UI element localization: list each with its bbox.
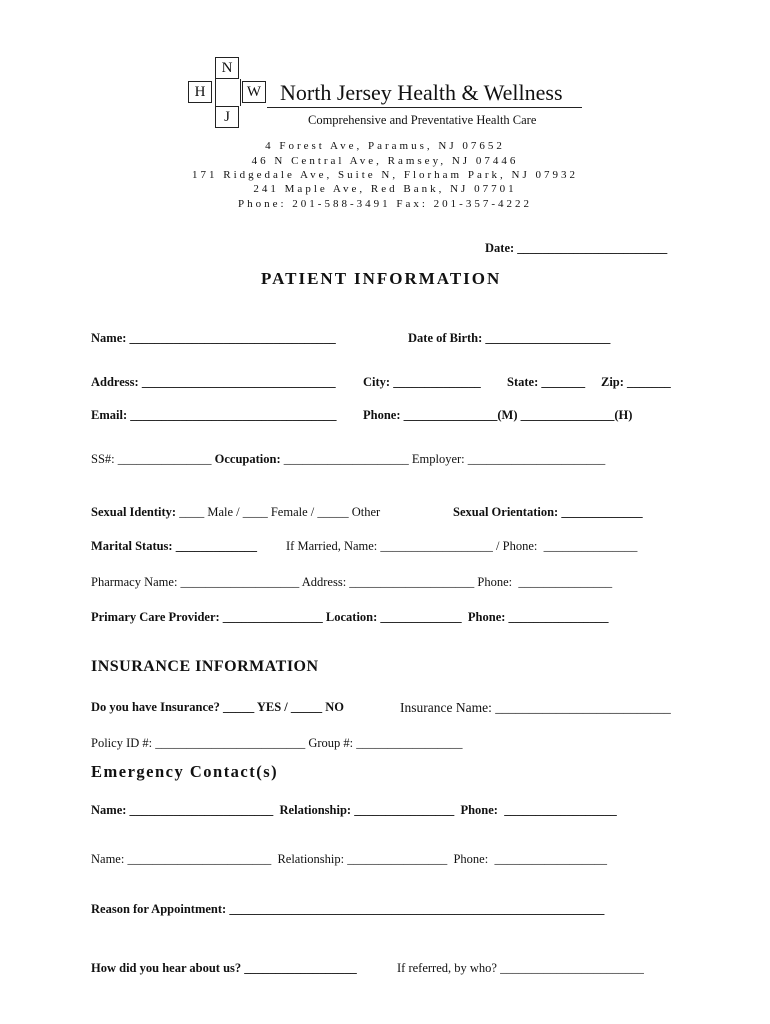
sexual-identity-options: ____ Male / ____ Female / _____ Other — [176, 505, 381, 519]
logo-letter-j: J — [215, 106, 239, 128]
logo-letter-n: N — [215, 57, 239, 79]
tagline: Comprehensive and Preventative Health Care — [308, 113, 537, 127]
phone-field[interactable]: Phone: _______________(M) _______________(H) — [363, 408, 633, 422]
logo-letter-h: H — [188, 81, 212, 103]
address-line: 4 Forest Ave, Paramus, NJ 07652 — [265, 140, 505, 152]
pharmacy-field[interactable]: Pharmacy Name: ___________________ Address: ____________________ Phone: _______________ — [91, 575, 613, 589]
date-field[interactable]: Date: ________________________ — [485, 241, 668, 255]
state-field[interactable]: State: _______ — [507, 375, 586, 389]
emergency-heading: Emergency Contact(s) — [91, 762, 279, 781]
pcp-field[interactable]: Primary Care Provider: ________________ Location: _____________ Phone: ________________ — [91, 610, 609, 624]
zip-field[interactable]: Zip: _______ — [601, 375, 671, 389]
have-insurance-field[interactable]: Do you have Insurance? _____ YES / _____ NO — [91, 700, 345, 714]
address-field[interactable]: Address: _______________________________ — [91, 375, 336, 389]
policy-field[interactable]: Policy ID #: ________________________ Group #: _________________ — [91, 736, 463, 750]
address-line: 171 Ridgedale Ave, Suite N, Florham Park, NJ 07932 — [192, 169, 578, 181]
reason-field[interactable]: Reason for Appointment: ____________________________________________________________ — [91, 902, 605, 916]
contact-line: Phone: 201-588-3491 Fax: 201-357-4222 — [237, 198, 532, 210]
page-title: PATIENT INFORMATION — [261, 269, 502, 288]
emergency-contact-2[interactable]: Name: _______________________ Relationship: ________________ Phone: __________________ — [91, 852, 607, 866]
org-name: North Jersey Health & Wellness — [280, 80, 563, 105]
referred-by-field[interactable]: If referred, by who? _______________________ — [397, 961, 644, 975]
ss-field[interactable] — [91, 452, 605, 467]
logo-cross-center — [215, 79, 241, 106]
referral-source-field[interactable]: How did you hear about us? __________________ — [91, 961, 357, 975]
name-field[interactable]: Name: _________________________________ — [91, 331, 336, 345]
sexual-identity-label: Sexual Identity: — [91, 505, 177, 519]
sexual-identity-field[interactable] — [91, 505, 380, 520]
city-field[interactable]: City: ______________ — [363, 375, 481, 389]
insurance-heading: INSURANCE INFORMATION — [91, 658, 319, 675]
emergency-contact-1[interactable]: Name: _______________________ Relationship: ________________ Phone: __________________ — [91, 803, 617, 817]
header-rule — [267, 107, 582, 108]
marital-status-field[interactable]: Marital Status: _____________ — [91, 539, 257, 553]
dob-field[interactable]: Date of Birth: ____________________ — [408, 331, 611, 345]
address-line: 241 Maple Ave, Red Bank, NJ 07701 — [253, 183, 517, 195]
ss-label: SS#: _______________ — [91, 452, 212, 466]
spouse-field[interactable]: If Married, Name: __________________ / Phone: _______________ — [286, 539, 638, 553]
address-line: 46 N Central Ave, Ramsey, NJ 07446 — [251, 155, 519, 167]
occupation-employer-line: ____________________ Employer: ______________________ — [280, 452, 606, 466]
email-field[interactable]: Email: _________________________________ — [91, 408, 337, 422]
occupation-label: Occupation: — [214, 452, 281, 466]
sexual-orientation-field[interactable]: Sexual Orientation: _____________ — [453, 505, 643, 519]
logo-letter-w: W — [242, 81, 266, 103]
insurance-name-field[interactable]: Insurance Name: __________________________ — [400, 700, 671, 715]
